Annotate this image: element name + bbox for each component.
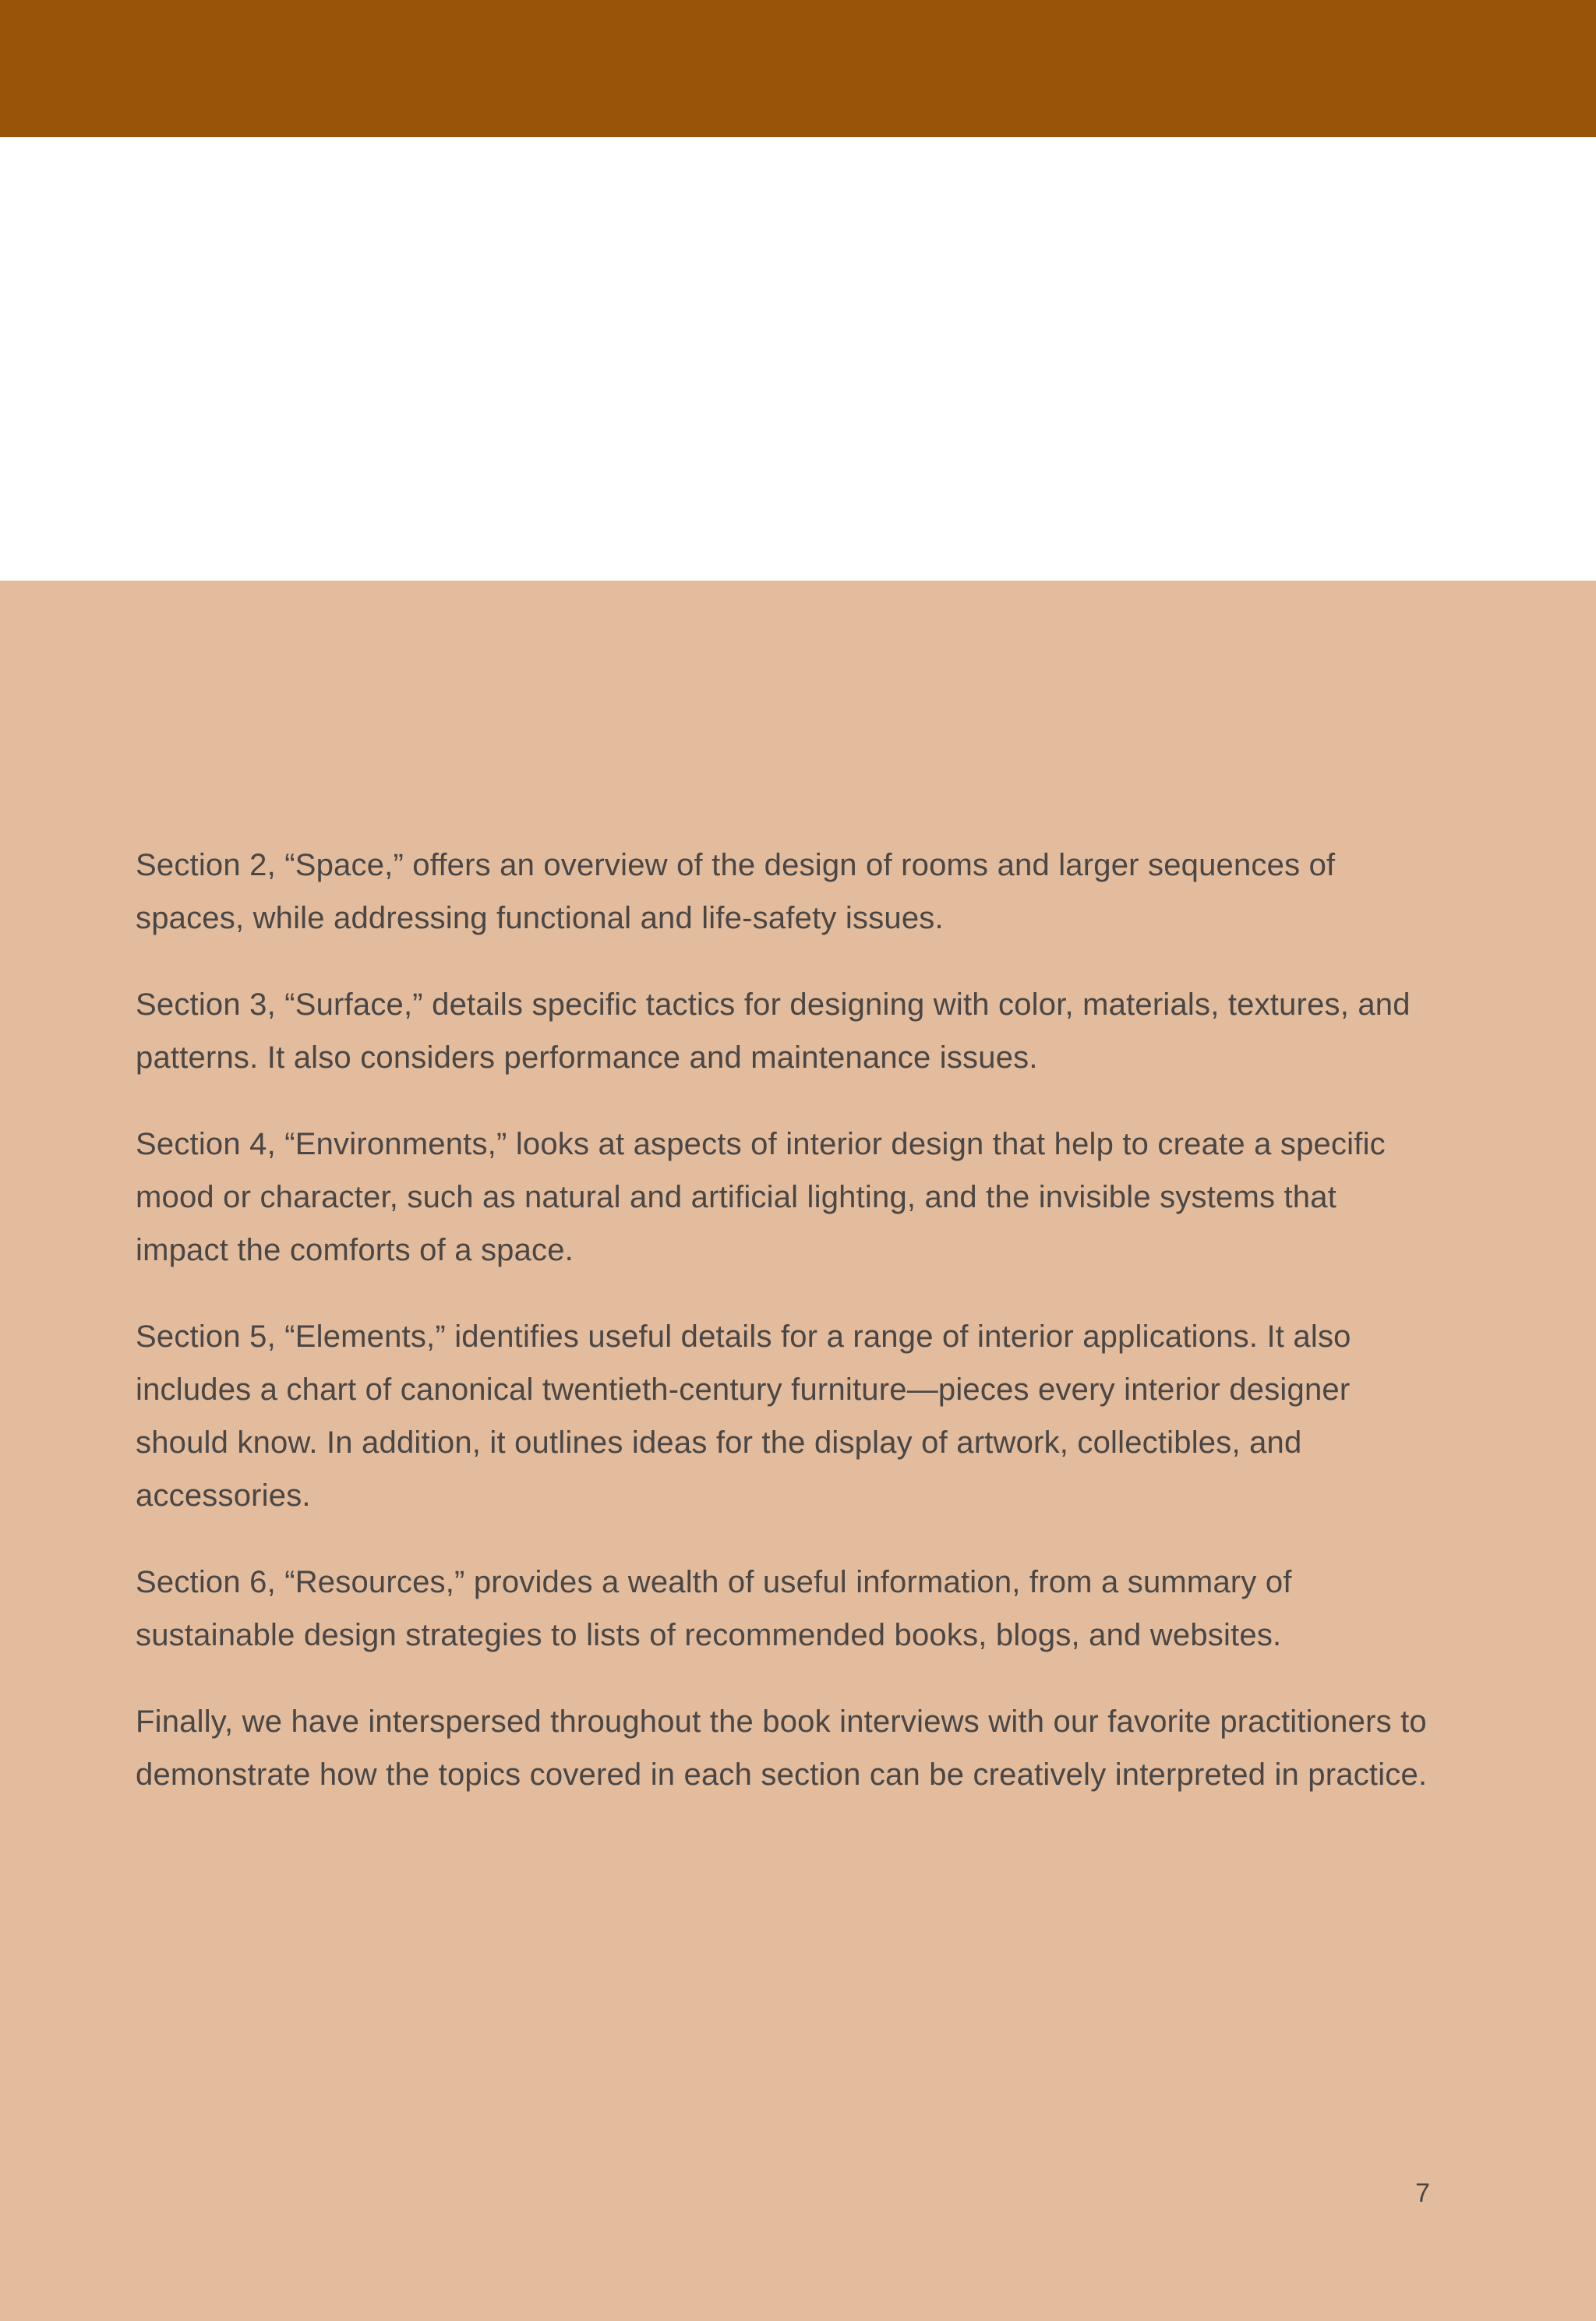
body-text <box>136 839 1429 1835</box>
paragraph-section-3: Section 3, “Surface,” details specific tactics for designing with color, materials, textures, and patterns. It also considers performance and maintenance issues. <box>136 987 1411 1075</box>
paragraph-section-2: Section 2, “Space,” offers an overview of the design of rooms and larger sequences of spaces, while addressing functional and life-safety issues. <box>136 848 1336 935</box>
blank-area <box>0 137 1596 581</box>
paragraph-section-6: Section 6, “Resources,” provides a wealth of useful information, from a summary of sustainable design strategies to lists of recommended books, blogs, and websites. <box>136 1565 1292 1652</box>
top-color-band <box>0 0 1596 137</box>
paragraph-section-5: Section 5, “Elements,” identifies useful details for a range of interior applications. It also includes a chart of canonical twentieth-century furniture—pieces every interior designer should know. In addition, it outlines ideas for the display of artwork, collectibles, and accessories. <box>136 1319 1351 1513</box>
paragraph-section-4: Section 4, “Environments,” looks at aspects of interior design that help to create a specific mood or character, such as natural and artificial lighting, and the invisible systems that impact the comforts of a space. <box>136 1127 1386 1267</box>
paragraph-finally: Finally, we have interspersed throughout the book interviews with our favorite practitioners to demonstrate how the topics covered in each section can be creatively interpreted in practice. <box>136 1705 1428 1792</box>
page-number: 7 <box>1415 2178 1430 2208</box>
